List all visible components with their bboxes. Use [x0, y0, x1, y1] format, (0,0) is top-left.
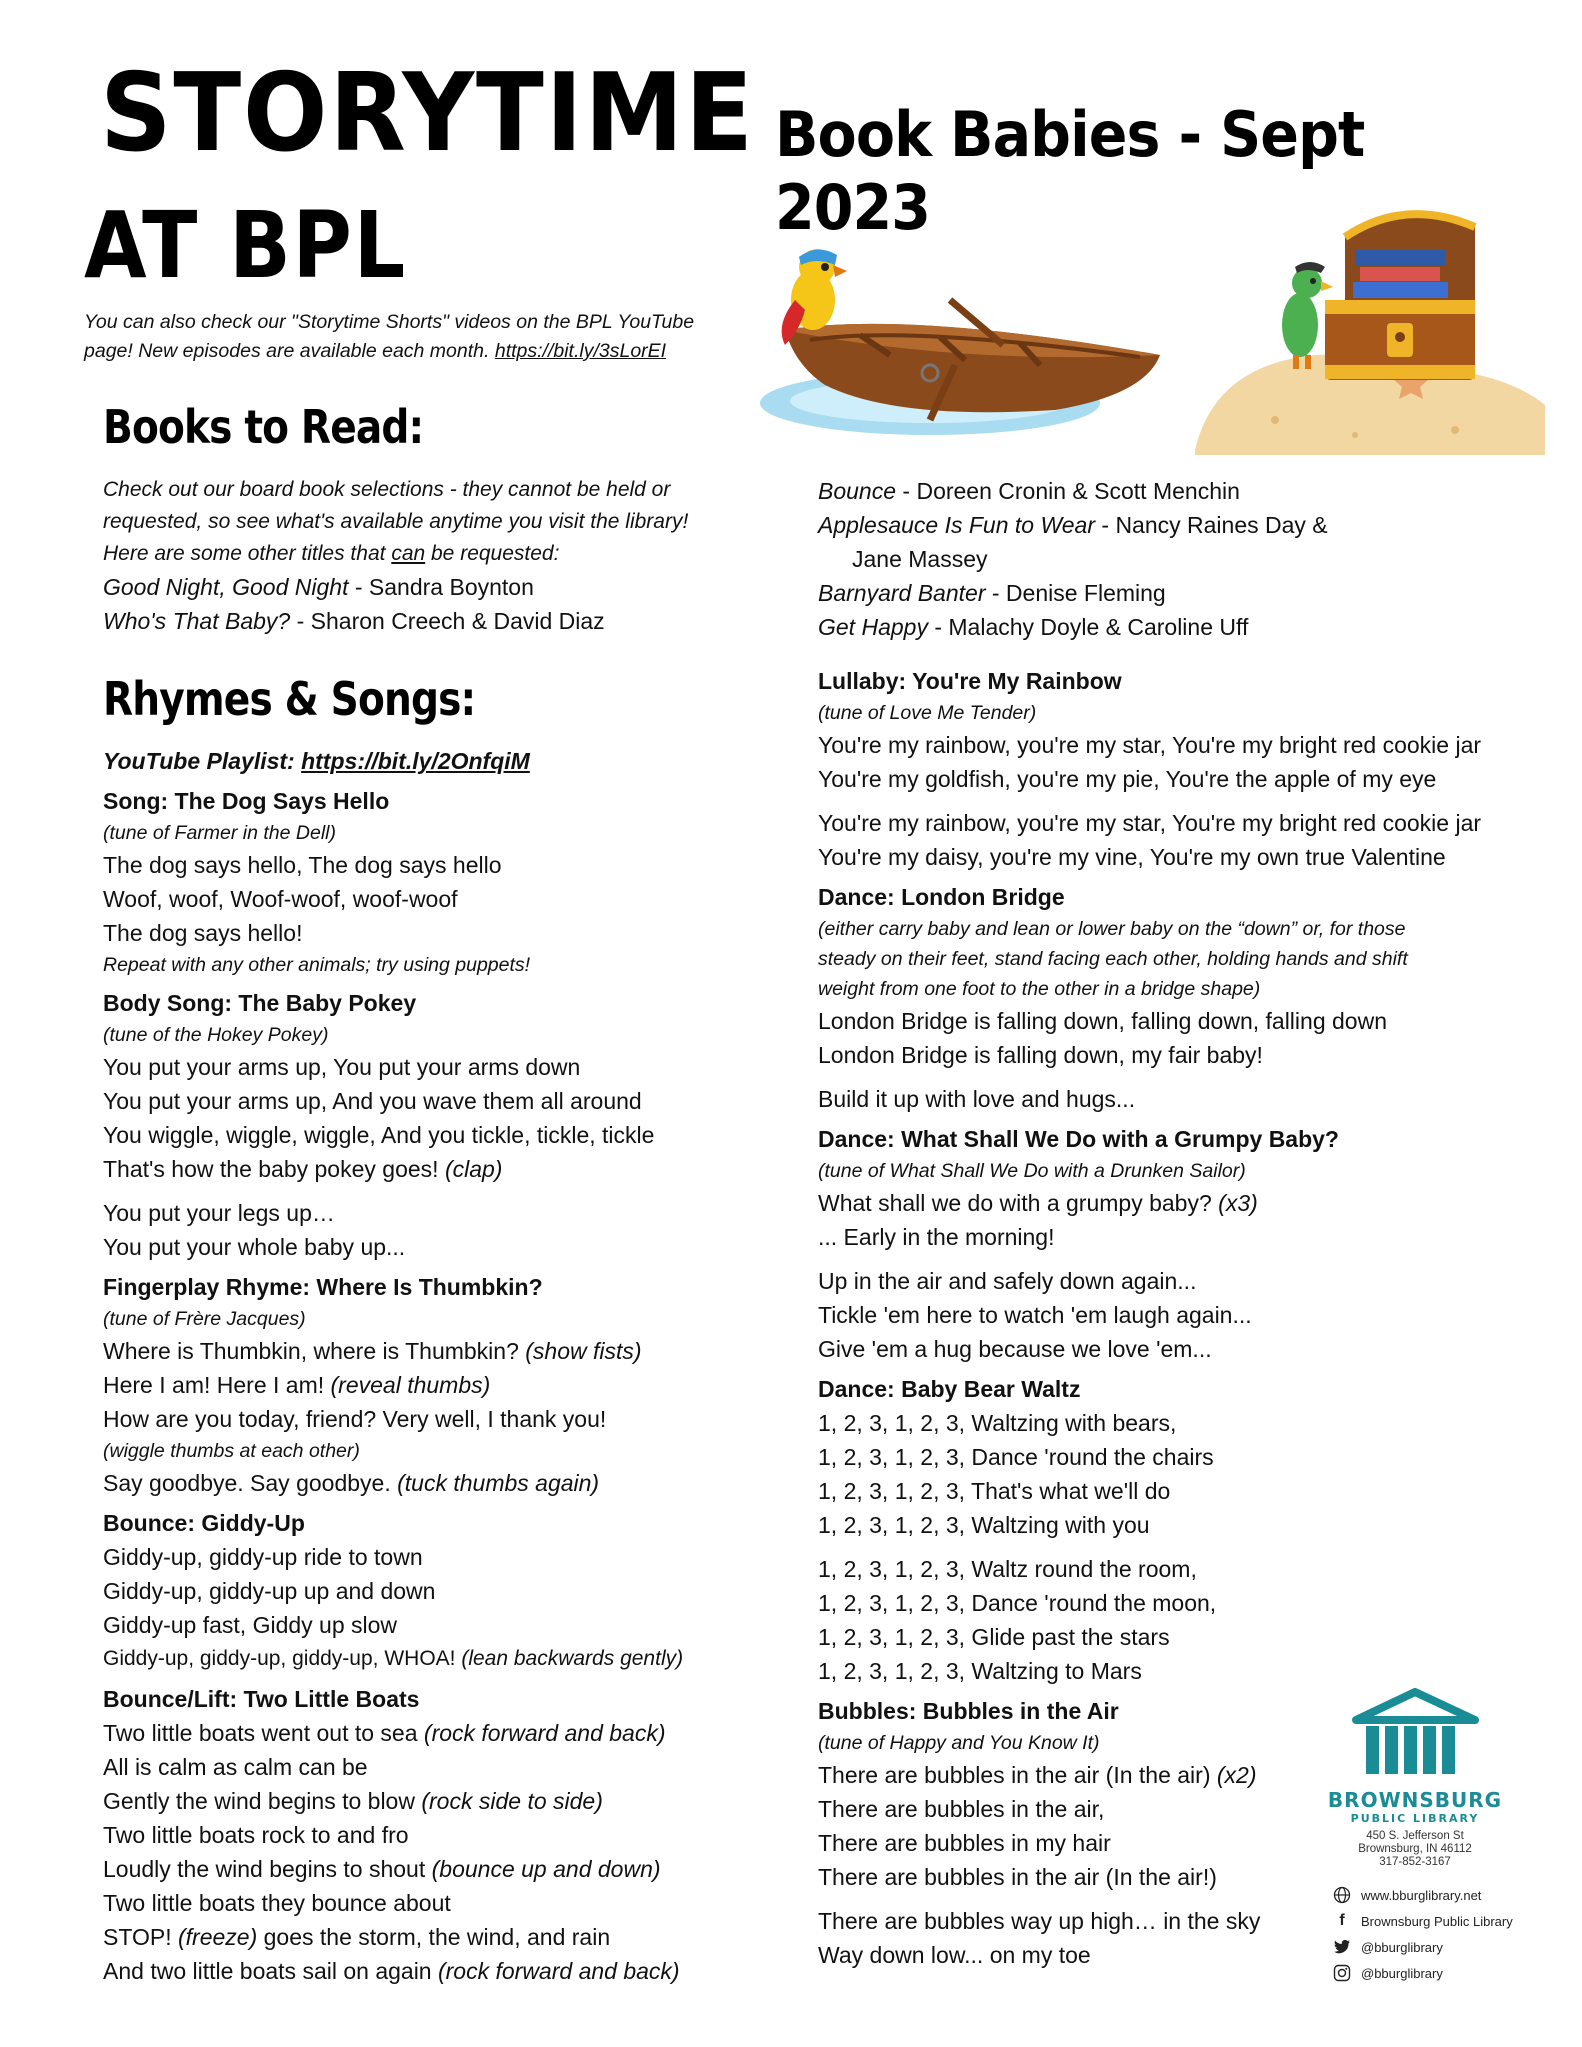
- song-line: Two little boats rock to and fro: [103, 1822, 409, 1848]
- books-left: [103, 474, 783, 638]
- song-title: Song: The Dog Says Hello: [103, 788, 390, 814]
- song-tune: steady on their feet, stand facing each other, holding hands and shift: [818, 948, 1408, 970]
- book-item: Who's That Baby? - Sharon Creech & David Diaz: [103, 608, 605, 634]
- books-note-1: Check out our board book selections - they cannot be held or: [103, 478, 671, 501]
- song-title: Fingerplay Rhyme: Where Is Thumbkin?: [103, 1274, 543, 1300]
- instagram-text: @bburglibrary: [1361, 1965, 1443, 1981]
- phone: 317-852-3167: [1379, 1856, 1451, 1868]
- song-tune: weight from one foot to the other in a bridge shape): [818, 978, 1261, 1000]
- song-line: Tickle 'em here to watch 'em laugh again...: [818, 1302, 1252, 1328]
- book-item: Bounce - Doreen Cronin & Scott Menchin: [818, 478, 1240, 504]
- song-line: You put your arms up, You put your arms down: [103, 1054, 581, 1080]
- song-line: 1, 2, 3, 1, 2, 3, Waltzing with you: [818, 1512, 1150, 1538]
- song-line: Give 'em a hug because we love 'em...: [818, 1336, 1212, 1362]
- books-heading: Books to Read:: [103, 400, 424, 454]
- song-line: London Bridge is falling down, my fair baby!: [818, 1042, 1263, 1068]
- library-address: [1320, 1830, 1510, 1869]
- song-line: That's how the baby pokey goes! (clap): [103, 1156, 503, 1182]
- song-line: You're my goldfish, you're my pie, You're the apple of my eye: [818, 766, 1437, 792]
- books-note-2: requested, so see what's available anytime you visit the library!: [103, 510, 689, 533]
- song-title: Lullaby: You're My Rainbow: [818, 668, 1122, 694]
- song-line: Loudly the wind begins to shout (bounce up and down): [103, 1856, 661, 1882]
- title-storytime: STORYTIME: [100, 51, 755, 176]
- rhymes-heading: Rhymes & Songs:: [103, 672, 476, 726]
- book-item-cont: Jane Massey: [852, 546, 988, 572]
- song-line: Where is Thumbkin, where is Thumbkin? (show fists): [103, 1338, 642, 1364]
- song-line: You're my rainbow, you're my star, You're my bright red cookie jar: [818, 810, 1482, 836]
- twitter-text: @bburglibrary: [1361, 1939, 1443, 1955]
- contact-web[interactable]: [1333, 1882, 1563, 1908]
- treasure-chest-icon: [1325, 212, 1475, 380]
- song-line: Two little boats they bounce about: [103, 1890, 451, 1916]
- song-tune: (tune of Happy and You Know It): [818, 1732, 1100, 1754]
- song-line: Giddy-up, giddy-up ride to town: [103, 1544, 423, 1570]
- song-line: You put your arms up, And you wave them all around: [103, 1088, 642, 1114]
- address-line: 450 S. Jefferson St: [1366, 1830, 1464, 1842]
- song-line: 1, 2, 3, 1, 2, 3, Glide past the stars: [818, 1624, 1170, 1650]
- song-line: There are bubbles in the air (In the air) (x2): [818, 1762, 1257, 1788]
- instagram-icon: [1333, 1964, 1351, 1982]
- song-line: Here I am! Here I am! (reveal thumbs): [103, 1372, 491, 1398]
- song-line: You wiggle, wiggle, wiggle, And you tickle, tickle, tickle: [103, 1122, 655, 1148]
- intro-link[interactable]: https://bit.ly/3sLorEI: [494, 340, 667, 362]
- song-line: And two little boats sail on again (rock forward and back): [103, 1958, 680, 1984]
- song-note: Repeat with any other animals; try using puppets!: [103, 954, 531, 976]
- song-line: What shall we do with a grumpy baby? (x3): [818, 1190, 1258, 1216]
- song-line: 1, 2, 3, 1, 2, 3, Waltz round the room,: [818, 1556, 1197, 1582]
- song-line: There are bubbles in the air,: [818, 1796, 1105, 1822]
- song-line: Way down low... on my toe: [818, 1942, 1091, 1968]
- book-item: Barnyard Banter - Denise Fleming: [818, 580, 1166, 606]
- song-tune: (tune of Farmer in the Dell): [103, 822, 337, 844]
- web-text: www.bburglibrary.net: [1361, 1887, 1482, 1903]
- playlist: YouTube Playlist: https://bit.ly/2OnfqiM: [103, 748, 530, 774]
- intro-body: You can also check our "Storytime Shorts" videos on the BPL YouTube page! New episodes are available each month.: [84, 311, 695, 362]
- song-note: (wiggle thumbs at each other): [103, 1440, 360, 1462]
- song-line: You're my daisy, you're my vine, You're my own true Valentine: [818, 844, 1446, 870]
- song-tune: (tune of What Shall We Do with a Drunken Sailor): [818, 1160, 1246, 1182]
- song-line: There are bubbles in my hair: [818, 1830, 1111, 1856]
- globe-icon: [1333, 1886, 1351, 1904]
- song-line: 1, 2, 3, 1, 2, 3, Waltzing to Mars: [818, 1658, 1142, 1684]
- library-logo-icon: [1348, 1688, 1483, 1778]
- contact-list: [1333, 1882, 1563, 1986]
- song-line: Gently the wind begins to blow (rock side to side): [103, 1788, 603, 1814]
- song-line: ... Early in the morning!: [818, 1224, 1055, 1250]
- facebook-icon: f: [1339, 1912, 1345, 1929]
- song-title: Bounce/Lift: Two Little Boats: [103, 1686, 420, 1712]
- song-line: Up in the air and safely down again...: [818, 1268, 1197, 1294]
- song-line: You put your whole baby up...: [103, 1234, 406, 1260]
- twitter-icon: [1333, 1938, 1351, 1956]
- song-line: There are bubbles way up high… in the sky: [818, 1908, 1261, 1934]
- library-name: BROWNSBURG: [1327, 1788, 1503, 1812]
- song-title: Bounce: Giddy-Up: [103, 1510, 305, 1536]
- song-line: Build it up with love and hugs...: [818, 1086, 1136, 1112]
- contact-instagram[interactable]: [1333, 1960, 1563, 1986]
- library-sub: PUBLIC LIBRARY: [1350, 1812, 1480, 1825]
- books-right: [818, 474, 1518, 644]
- contact-twitter[interactable]: [1333, 1934, 1563, 1960]
- song-tune: (tune of Love Me Tender): [818, 702, 1037, 724]
- address-line: Brownsburg, IN 46112: [1358, 1843, 1472, 1855]
- song-tune: (tune of the Hokey Pokey): [103, 1024, 329, 1046]
- song-line: There are bubbles in the air (In the air!): [818, 1864, 1217, 1890]
- book-item: Good Night, Good Night - Sandra Boynton: [103, 574, 534, 600]
- song-line: Say goodbye. Say goodbye. (tuck thumbs again): [103, 1470, 600, 1496]
- song-title: Dance: What Shall We Do with a Grumpy Baby?: [818, 1126, 1339, 1152]
- song-tune: (either carry baby and lean or lower baby on the “down” or, for those: [818, 918, 1406, 940]
- song-line: The dog says hello!: [103, 920, 303, 946]
- song-line: 1, 2, 3, 1, 2, 3, Dance 'round the moon,: [818, 1590, 1217, 1616]
- pirate-illustration: [755, 205, 1545, 455]
- song-line: 1, 2, 3, 1, 2, 3, Dance 'round the chairs: [818, 1444, 1214, 1470]
- subtitle: Book Babies - Sept 2023: [775, 98, 1365, 244]
- song-tune: (tune of Frère Jacques): [103, 1308, 306, 1330]
- song-line: All is calm as calm can be: [103, 1754, 368, 1780]
- song-line: The dog says hello, The dog says hello: [103, 852, 502, 878]
- song-line: Two little boats went out to sea (rock forward and back): [103, 1720, 666, 1746]
- song-line: Giddy-up, giddy-up up and down: [103, 1578, 436, 1604]
- song-line: You put your legs up…: [103, 1200, 335, 1226]
- song-title: Body Song: The Baby Pokey: [103, 990, 417, 1016]
- song-line: STOP! (freeze) goes the storm, the wind, and rain: [103, 1924, 611, 1950]
- facebook-text: Brownsburg Public Library: [1361, 1913, 1513, 1929]
- rhymes-left-column: [103, 744, 783, 1988]
- song-title: Dance: London Bridge: [818, 884, 1065, 910]
- song-line: 1, 2, 3, 1, 2, 3, Waltzing with bears,: [818, 1410, 1177, 1436]
- song-title: Bubbles: Bubbles in the Air: [818, 1698, 1119, 1724]
- contact-facebook[interactable]: [1333, 1908, 1563, 1934]
- song-line: London Bridge is falling down, falling down, falling down: [818, 1008, 1387, 1034]
- song-line: Woof, woof, Woof-woof, woof-woof: [103, 886, 458, 912]
- song-line: 1, 2, 3, 1, 2, 3, That's what we'll do: [818, 1478, 1171, 1504]
- intro-text: [84, 308, 744, 366]
- song-title: Dance: Baby Bear Waltz: [818, 1376, 1081, 1402]
- song-line: Giddy-up fast, Giddy up slow: [103, 1612, 398, 1638]
- playlist-link[interactable]: https://bit.ly/2OnfqiM: [301, 748, 530, 774]
- book-item: Applesauce Is Fun to Wear - Nancy Raines Day &: [818, 512, 1328, 538]
- song-line: Giddy-up, giddy-up, giddy-up, WHOA! (lean backwards gently): [103, 1647, 684, 1670]
- song-line: You're my rainbow, you're my star, You're my bright red cookie jar: [818, 732, 1482, 758]
- books-note-3: Here are some other titles that can be requested:: [103, 542, 560, 565]
- song-line: How are you today, friend? Very well, I thank you!: [103, 1406, 607, 1432]
- title-at-bpl: AT BPL: [84, 192, 407, 299]
- book-item: Get Happy - Malachy Doyle & Caroline Uff: [818, 614, 1249, 640]
